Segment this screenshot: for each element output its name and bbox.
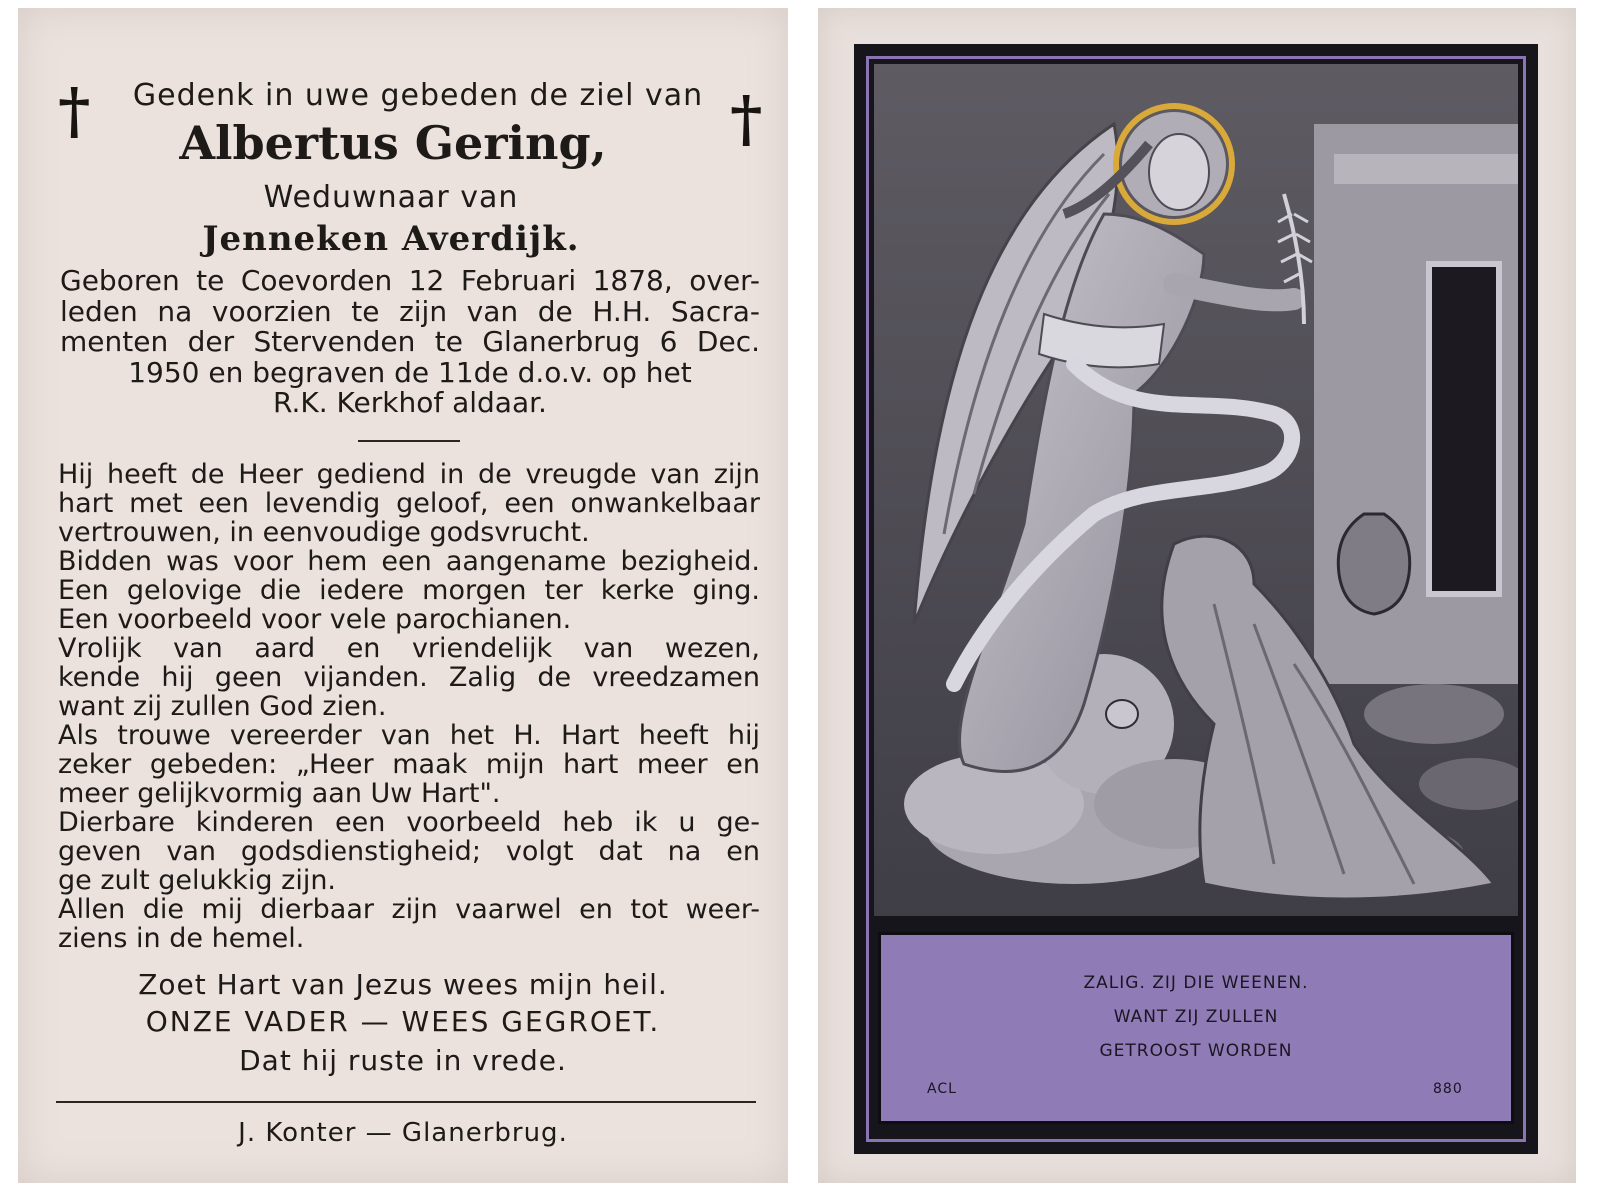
closing-rest-in-peace: Dat hij ruste in vrede. <box>239 1044 567 1077</box>
biography-line: Geboren te Coevorden 12 Februari 1878, over- <box>60 264 760 297</box>
eulogy-line: Bidden was voor hem een aangename bezigheid. <box>58 546 760 577</box>
eulogy-line: Dierbare kinderen een voorbeeld heb ik u ge- <box>58 807 760 838</box>
biography-line: R.K. Kerkhof aldaar. <box>273 386 547 419</box>
biography-line: 1950 en begraven de 11de d.o.v. op het <box>128 355 692 389</box>
eulogy-line: vertrouwen, in eenvoudige godsvrucht. <box>58 517 590 548</box>
angel-illustration <box>874 64 1518 916</box>
biography-line: leden na voorzien te zijn van de H.H. Sacra- <box>60 294 760 328</box>
intro-line: Gedenk in uwe gebeden de ziel van <box>132 78 704 113</box>
deceased-name: Albertus Gering, <box>179 116 607 170</box>
eulogy-line: Vrolijk van aard en vriendelijk van wezen, <box>58 633 760 664</box>
eulogy-line: Allen die mij dierbaar zijn vaarwel en tot weer- <box>58 894 760 925</box>
eulogy-line: hart met een levendig geloof, een onwankelbaar <box>58 488 760 519</box>
printer-imprint: J. Konter — Glanerbrug. <box>238 1118 568 1148</box>
eulogy-line: ge zult gelukkig zijn. <box>58 865 337 896</box>
eulogy-line: kende hij geen vijanden. Zalig de vreedzamen <box>58 662 760 693</box>
scripture-caption-box <box>878 932 1514 1124</box>
black-frame <box>854 44 1538 1154</box>
memorial-card-image-side <box>818 8 1576 1183</box>
caption-line: ZALIG. ZIJ DIE WEENEN. <box>1083 973 1309 993</box>
publisher-mark: ACL <box>927 1081 957 1097</box>
eulogy-text <box>58 460 760 953</box>
cross-icon-left: † <box>58 74 91 147</box>
eulogy-line: ziens in de hemel. <box>58 923 305 954</box>
eulogy-line: Een voorbeeld voor vele parochianen. <box>58 604 572 635</box>
caption-line: GETROOST WORDEN <box>1099 1041 1293 1061</box>
section-divider <box>358 440 460 442</box>
memorial-card-text-side <box>18 8 788 1183</box>
card-number: 880 <box>1433 1081 1463 1097</box>
spouse-name: Jenneken Averdijk. <box>202 219 580 259</box>
eulogy-line: Een gelovige die iedere morgen ter kerke ging. <box>58 575 760 606</box>
footer-divider <box>56 1101 756 1103</box>
eulogy-line: Hij heeft de Heer gediend in de vreugde van zijn <box>58 459 760 490</box>
eulogy-line: geven van godsdienstigheid; volgt dat na en <box>58 836 760 867</box>
eulogy-line: meer gelijkvormig aan Uw Hart". <box>58 778 501 809</box>
biography-line: menten der Stervenden te Glanerbrug 6 Dec. <box>60 325 760 358</box>
biography <box>60 266 760 419</box>
angel-and-mourner-drawing <box>874 64 1518 916</box>
eulogy-line: zeker gebeden: „Heer maak mijn hart meer en <box>58 749 760 780</box>
closing-prayer: Zoet Hart van Jezus wees mijn heil. <box>138 968 668 1001</box>
caption-line: WANT ZIJ ZULLEN <box>1113 1007 1279 1027</box>
closing-prayer-names: ONZE VADER — WEES GEGROET. <box>145 1005 661 1038</box>
eulogy-line: Als trouwe vereerder van het H. Hart heeft hij <box>58 720 760 751</box>
eulogy-line: want zij zullen God zien. <box>58 691 387 722</box>
widow-line: Weduwnaar van <box>263 180 519 215</box>
cross-icon-right: † <box>730 82 763 155</box>
